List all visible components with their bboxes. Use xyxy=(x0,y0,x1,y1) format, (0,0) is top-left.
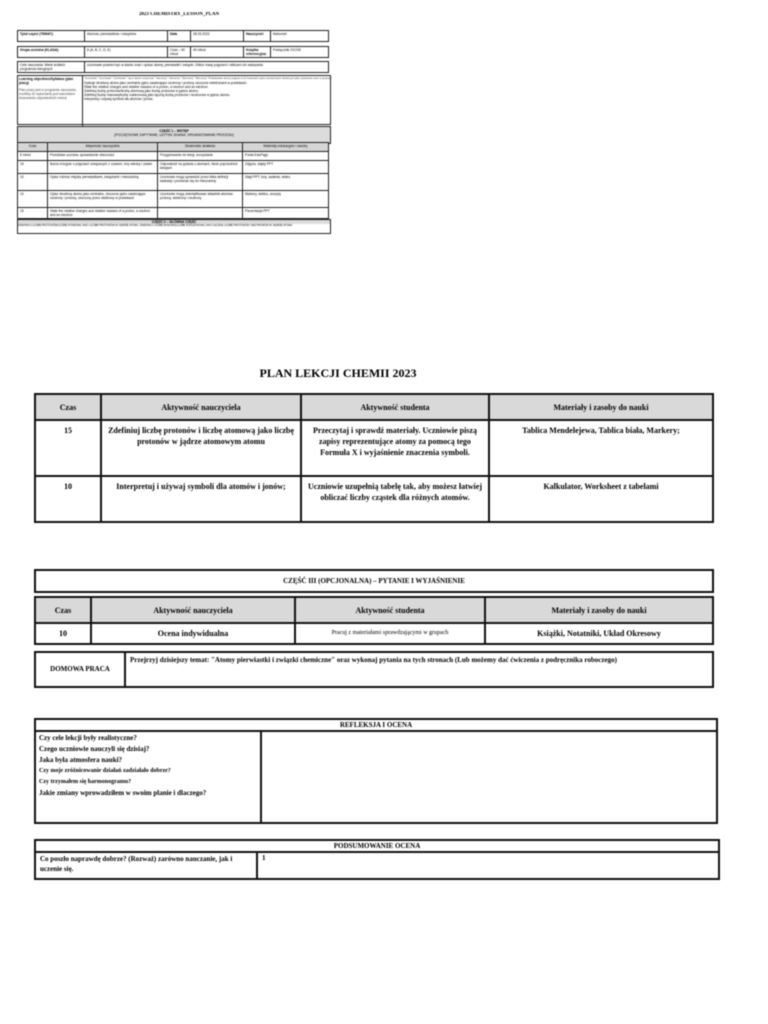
cell-teacher: Zdefiniuj liczbę protonów i liczbę atomową jako liczbę protonów w jądrze atomowym atomu xyxy=(101,420,301,476)
homework-label: DOMOWA PRACA xyxy=(36,653,126,686)
reflection-box xyxy=(34,718,718,824)
plan-col-time: Czas xyxy=(35,394,101,420)
part3-col-teacher: Aktywność nauczyciela xyxy=(91,597,295,623)
cell-teacher: Burza mózgów o pojęciach związanych z czasem, tory wiedzy i zadań xyxy=(48,161,158,174)
objectives-intro: "Uczniowie" "Uczniowie" "Uczniowie" "są w stanie rozpoznać" "elementy" "elementy" "Elementy" "Elementy" Podstawowe atomy pojęcia w ich kryteriach opisu pomiarowych dzielonych jako wykazanie cech w grupach xyxy=(84,77,332,80)
summary-heading: PODSUMOWANIE OCENA xyxy=(36,841,718,853)
cell-time: 5 minut xyxy=(18,152,48,161)
table-row xyxy=(18,191,329,208)
reference-label: Książka referencyjna: xyxy=(244,47,271,58)
cell-student: Przeczytaj i sprawdź materiały. Uczniowie piszą zapisy reprezentujące atomy za pomocą tego Formuła X i wyjaśnienie znaczenia symboli. xyxy=(301,420,489,476)
topic-label: Tytuł części (TEMAT): xyxy=(18,31,85,42)
cell-materials: Portal EduPage xyxy=(243,152,329,161)
cell-teacher: Opisz różnice między pierwiastkami, związkami i mieszaniną xyxy=(48,174,158,191)
homework-text: Przejrzyj dzisiejszy temat: "Atomy pierwiastki i związki chemiczne" oraz wykonaj pytania na tych stronach (Lub możemy dać ćwiczenia z podręcznika roboczego) xyxy=(130,656,617,664)
cell-student: Pracuj z materiałami sprawdzającymi w grupach xyxy=(295,623,485,644)
summary-box xyxy=(34,839,720,880)
table-row xyxy=(35,420,713,476)
cell-materials: Zdjęcia, slajdy PPT xyxy=(243,161,329,174)
part2-text: ZDEFINIUJ LICZBĘ PROTONÓW/LICZBĘ ATOMOWĄ JAKO LICZBĘ PROTONÓW W JĄDRZE ATOMU. ZDEFINIUJ LICZBĘ MASOWĄ/LICZBĘ NUKLEONOWĄ JAKO ŁĄCZNĄ LICZBĘ PROTONÓW I NEUTRONÓW W JĄDRZE ATOMU. xyxy=(18,224,293,227)
cell-materials: Książki, Notatniki, Układ Okresowy xyxy=(485,623,713,644)
plan-col-teacher: Aktywność nauczyciela xyxy=(101,394,301,420)
topic-value: Atomów, pierwiastków i związków xyxy=(85,31,168,42)
lesson-info-table-2 xyxy=(17,46,329,58)
objectives-label: Learning objectives/Syllabus (plan pracy) xyxy=(19,77,74,85)
cell-time: 10 xyxy=(18,174,48,191)
table-row xyxy=(35,476,713,522)
reflection-question-3: Jaka była atmosfera nauki? xyxy=(39,756,123,764)
date-label: Data xyxy=(168,31,191,42)
plan-col-student: Aktywność studenta xyxy=(301,394,489,420)
class-label: Grupa uczniów (KLASA): xyxy=(18,47,85,58)
summary-answer: 1 xyxy=(262,854,266,862)
part1-subheading: (POCZĄTKOWE ZAPYTANIE, UŻYTEK ZDANIA, ORGANIZOWANIE PROCESU) xyxy=(114,133,234,137)
table-row xyxy=(18,161,329,174)
cell-time: 15 xyxy=(18,161,48,174)
cell-student: Uczniowie mogą zidentyfikować składniki atomów: protony, elektrony i neutrony xyxy=(158,191,243,208)
part1-col-student: Studenckie działania xyxy=(158,143,243,152)
duration-value: 40 minut xyxy=(191,47,244,58)
cell-teacher: Ocena indywidualna xyxy=(91,623,295,644)
objectives-sub-label: Plan pracy jest w programie nauczania, możliwy do wykonania pod warunkiem stosowania odpowiednich metod xyxy=(19,88,77,100)
reflection-heading: REFLEKSJA I OCENA xyxy=(36,720,716,732)
objective-2: State the relative charges and relative masses of a proton, a neutron and an electron. xyxy=(84,85,209,89)
part3-col-materials: Materiały i zasoby do nauki xyxy=(485,597,713,623)
cell-materials: Kalkulator, Worksheet z tabelami xyxy=(489,476,713,522)
summary-question: Co poszło naprawdę dobrze? (Rozważ) zarówno nauczanie, jak i uczenie się. xyxy=(36,853,258,880)
cell-time: 15 xyxy=(35,420,101,476)
cell-teacher: Przedstaw uczniów, sprawdzenie obecności xyxy=(48,152,158,161)
cell-teacher: Opisz strukturę atomu jako centralne, otoczone jądro zawierające neutrony i protony, otoczony przez elektrony w powłokach xyxy=(48,191,158,208)
cell-student xyxy=(158,208,243,219)
reflection-question-5: Czy trzymałem się harmonogramu? xyxy=(39,779,132,785)
reflection-question-6: Jakie zmiany wprowadziłem w swoim planie i dlaczego? xyxy=(39,789,207,797)
objective-5: Interpretuj i używaj symboli dla atomów i jonów. xyxy=(84,97,154,101)
cell-materials: Markery, tablice, zeszyty xyxy=(243,191,329,208)
date-value: 28.03.2023 xyxy=(191,31,244,42)
cell-teacher: Interpretuj i używaj symboli dla atomów i jonów; xyxy=(101,476,301,522)
part1-col-time: Czas xyxy=(18,143,48,152)
part3-block xyxy=(34,569,714,645)
objective-4: Zdefiniuj liczbę masową/liczbę nukleonową jako łączną liczbę protonów i neutronów w jądrze atomu. xyxy=(84,93,231,97)
plan-col-materials: Materiały i zasoby do nauki xyxy=(489,394,713,420)
cell-time: 10 xyxy=(35,623,91,644)
lesson-info-table xyxy=(17,30,329,42)
cell-student: Przygotowanie do lekcji, korzystanie xyxy=(158,152,243,161)
part1-col-materials: Materiały edukacyjne i zasoby xyxy=(243,143,329,152)
document-title: 2023 CHEMISTRY_LESSON_PLAN xyxy=(138,12,220,17)
cell-teacher: State the relative charges and relative masses of a proton, a neutron and an electron xyxy=(48,208,158,219)
table-row xyxy=(18,152,329,161)
reflection-question-2: Czego uczniowie nauczyli się dzisiaj? xyxy=(39,745,150,753)
part2-heading: CZĘŚĆ 2 – GŁÓWNA CZĘŚĆ xyxy=(18,220,330,224)
goals-label: Cele nauczania: Wiele krótkich programów lekcyjnych xyxy=(18,62,85,73)
part3-heading: CZĘŚĆ III (OPCJONALNA) – PYTANIE I WYJAŚNIENIE xyxy=(34,569,714,593)
plan-title: PLAN LEKCJI CHEMII 2023 xyxy=(259,366,417,380)
part1-table xyxy=(17,142,329,219)
learning-goals-table xyxy=(17,61,329,73)
reference-value: Podręcznik OCOSI xyxy=(271,47,329,58)
part3-table xyxy=(34,596,714,645)
goals-value: Uczniowie powinni być w stanie znać i opisać atomy, pierwiastki i związki. Oblicz masy pojęcieni i obliczeń ich wskazanie. xyxy=(85,62,329,73)
teacher-label: Nauczyciel: xyxy=(244,31,271,42)
objectives-block xyxy=(17,75,331,125)
part2-box xyxy=(17,219,331,234)
duration-label: Czas – 40 minut xyxy=(168,47,191,58)
part1-heading: CZĘŚĆ 1 – WSTĘP xyxy=(159,129,189,133)
table-row xyxy=(18,208,329,219)
reflection-question-4: Czy moje zróżnicowanie działań zadziałało dobrze? xyxy=(39,768,171,774)
objective-1: Opisuje strukturę atomu jako centralne jądro zawierające neutrony i protony otoczone elektronami w powłokach. xyxy=(84,81,248,85)
cell-student: Uczniowie uzupełnią tabelę tak, aby możesz łatwiej obliczać liczby cząstek dla różnych atomów. xyxy=(301,476,489,522)
cell-materials: Tablica Mendelejewa, Tablica biała, Markery; xyxy=(489,420,713,476)
plan-table xyxy=(34,393,714,523)
part3-col-time: Czas xyxy=(35,597,91,623)
part3-col-student: Aktywność studenta xyxy=(295,597,485,623)
part1-col-teacher: Aktywność nauczyciela xyxy=(48,143,158,152)
objective-3: Zdefiniuj liczbę protonów/liczbę atomową jako liczbę protonów w jądrze atomu. xyxy=(84,89,199,93)
cell-materials: Slajd PPT, tory, zadania, wideo xyxy=(243,174,329,191)
cell-student: Uczniowie mogą sprawdzić przez kilka definicji kaskady i porównać się do mieszaniny xyxy=(158,174,243,191)
reflection-question-1: Czy cele lekcji były realistyczne? xyxy=(39,734,137,742)
cell-time: 10 xyxy=(18,191,48,208)
table-row xyxy=(18,174,329,191)
table-row xyxy=(35,623,713,644)
cell-time: 10 xyxy=(35,476,101,522)
class-value: 8 (A, B, C, D, E) xyxy=(85,47,168,58)
cell-materials: Prezentacja PPT xyxy=(243,208,329,219)
cell-time: 15 xyxy=(18,208,48,219)
cell-student: Odpowiedzi na pytania o atomach, liście poprzednich lekcjach xyxy=(158,161,243,174)
homework-box xyxy=(34,651,714,688)
teacher-value: Mahomet xyxy=(271,31,329,42)
